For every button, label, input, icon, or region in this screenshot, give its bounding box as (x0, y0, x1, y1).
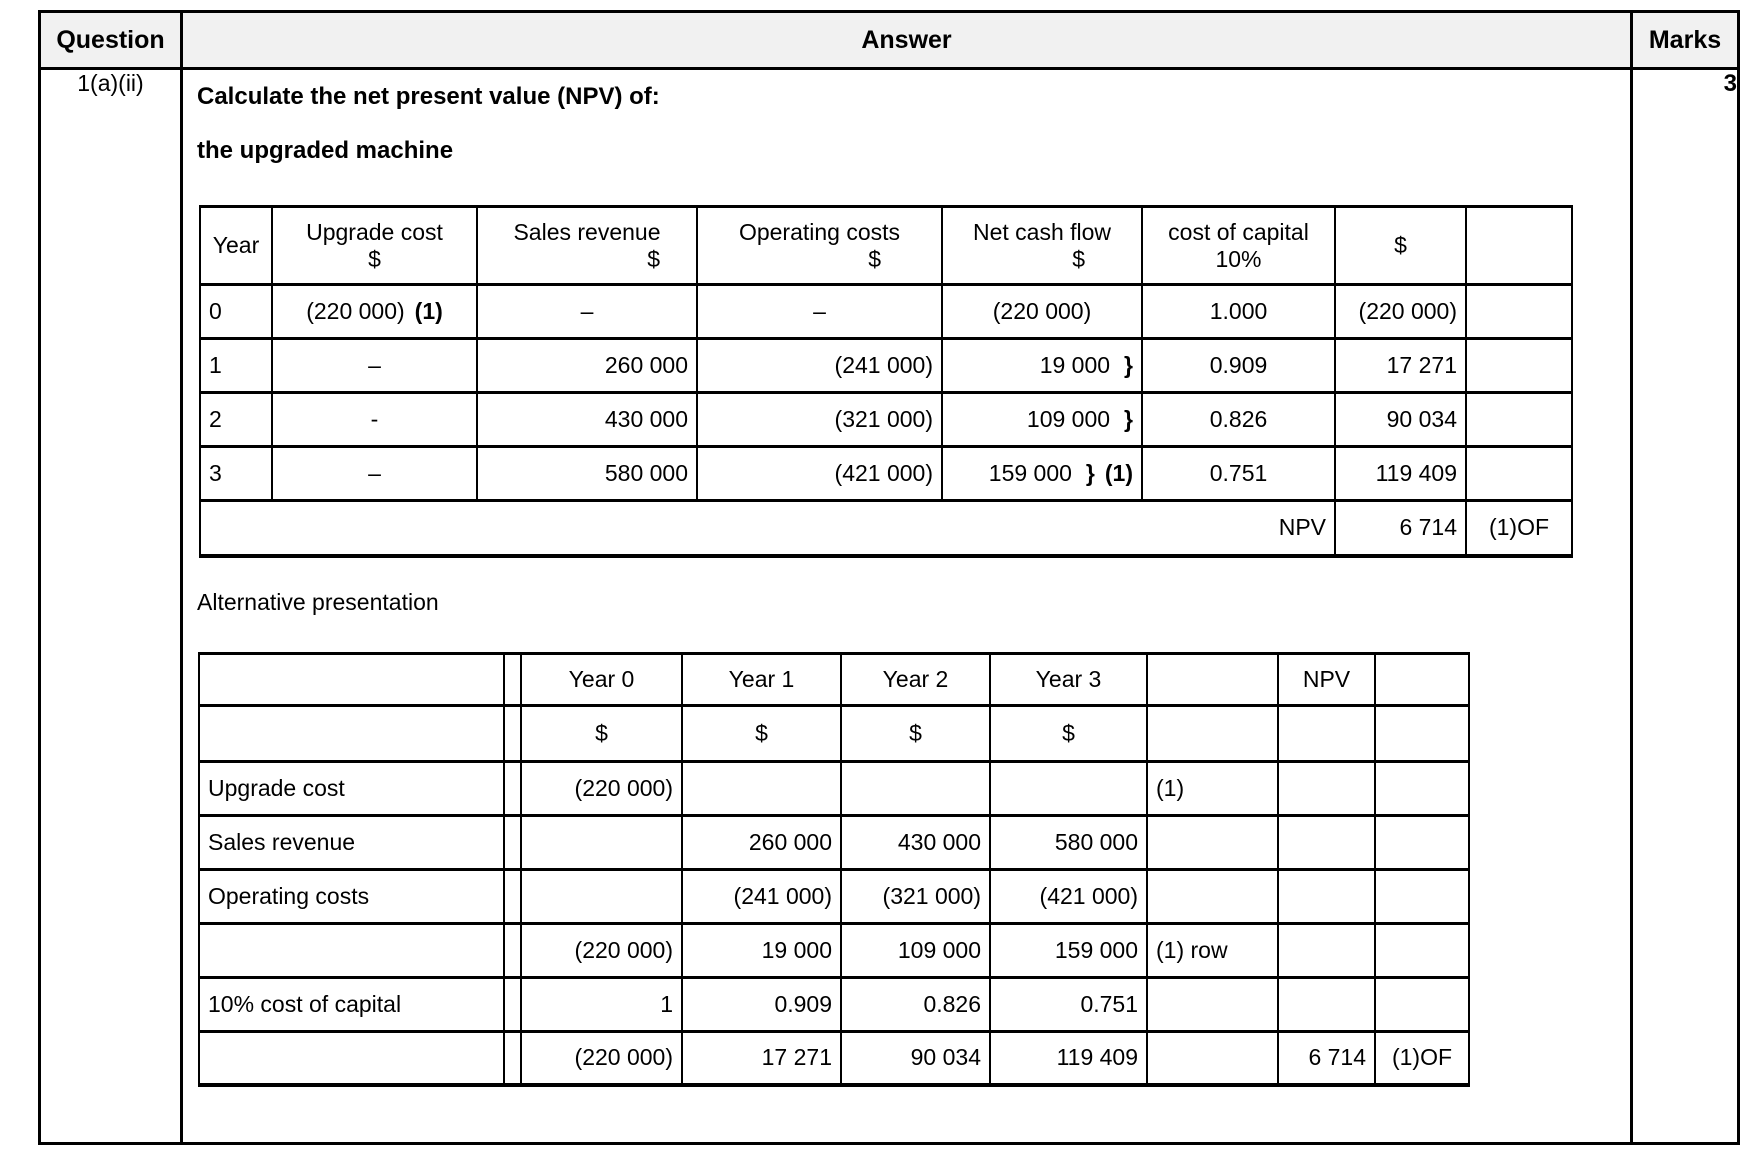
year1-cell: 19 000 (682, 923, 841, 977)
operating-cell: (321 000) (697, 393, 942, 447)
year3-cell: 0.751 (990, 977, 1147, 1031)
discount-rate-label: 10% (1215, 245, 1262, 272)
unit-cell: $ (682, 705, 841, 761)
table-row (199, 815, 1469, 869)
year1-cell: (241 000) (682, 869, 841, 923)
mark-annotation: (1) (1104, 460, 1133, 486)
unit-cell: $ (841, 705, 990, 761)
pv-cell: 119 409 (1335, 447, 1466, 501)
year0-cell (521, 815, 682, 869)
row-label: 10% cost of capital (199, 977, 504, 1031)
marks-value: 3 (1632, 69, 1739, 1144)
year2-cell: 109 000 (841, 923, 990, 977)
year0-cell (521, 869, 682, 923)
answer-cell (182, 69, 1632, 1144)
ncf-cell: (220 000) (942, 285, 1142, 339)
year3-cell (990, 761, 1147, 815)
year2-column-header: Year 2 (841, 653, 990, 705)
document-header-row (40, 12, 1739, 69)
sales-cell: – (477, 285, 697, 339)
discount-factor-cell: 0.751 (1142, 447, 1335, 501)
marks-column-header: Marks (1632, 12, 1739, 69)
ncf-cell (942, 447, 1142, 501)
year-cell: 1 (200, 339, 272, 393)
cell-value: (220 000) (306, 298, 405, 324)
upgrade-cost-cell (272, 285, 477, 339)
npv-value: 6 714 (1335, 501, 1466, 556)
mark-annotation (1147, 977, 1278, 1031)
table-row (200, 285, 1572, 339)
empty-cell (199, 705, 504, 761)
pv-unit-label: $ (1394, 232, 1407, 258)
table-row (200, 393, 1572, 447)
empty-cell (1466, 393, 1572, 447)
year2-cell: (321 000) (841, 869, 990, 923)
empty-cell (1375, 869, 1469, 923)
pv-cell: (220 000) (1335, 285, 1466, 339)
upgrade-unit-label: $ (368, 245, 381, 272)
unit-cell: $ (990, 705, 1147, 761)
brace-annotation: } (1124, 406, 1133, 432)
year-cell: 2 (200, 393, 272, 447)
mark-annotation: (1) row (1147, 923, 1278, 977)
row-label: Sales revenue (199, 815, 504, 869)
cost-of-capital-column-header (1142, 207, 1335, 285)
empty-cell (1466, 447, 1572, 501)
mark-annotation (1147, 1031, 1278, 1085)
npv-column-header: NPV (1278, 653, 1375, 705)
operating-cell: (241 000) (697, 339, 942, 393)
discount-factor-cell: 0.909 (1142, 339, 1335, 393)
net-cash-flow-row (199, 923, 1469, 977)
mark-column-header (1466, 207, 1572, 285)
empty-cell (199, 653, 504, 705)
answer-row (40, 69, 1739, 1144)
pv-cell: 90 034 (1335, 393, 1466, 447)
npv-cell (1278, 761, 1375, 815)
mark-annotation: (1) (414, 298, 443, 324)
empty-cell (504, 1031, 521, 1085)
year3-column-header: Year 3 (990, 653, 1147, 705)
cell-value: 159 000 (988, 460, 1072, 486)
ncf-cell (942, 393, 1142, 447)
sales-cell: 580 000 (477, 447, 697, 501)
empty-cell (1375, 761, 1469, 815)
alternative-presentation-label: Alternative presentation (197, 588, 439, 615)
sales-header-label: Sales revenue (513, 218, 661, 245)
year-cell: 0 (200, 285, 272, 339)
npv-cell: 6 714 (1278, 1031, 1375, 1085)
operating-costs-column-header (697, 207, 942, 285)
empty-cell (1375, 653, 1469, 705)
year0-cell: (220 000) (521, 761, 682, 815)
empty-cell (504, 923, 521, 977)
empty-cell (504, 705, 521, 761)
empty-cell (1375, 923, 1469, 977)
answer-column-header: Answer (182, 12, 1632, 69)
upgrade-cost-cell: – (272, 447, 477, 501)
cell-value: 109 000 (1026, 406, 1111, 432)
year3-cell: 119 409 (990, 1031, 1147, 1085)
row-label (199, 923, 504, 977)
sales-cell: 430 000 (477, 393, 697, 447)
row-label: Operating costs (199, 869, 504, 923)
npv-table-header-row (200, 207, 1572, 285)
operating-cell: – (697, 285, 942, 339)
alt-table-header-row (199, 653, 1469, 705)
empty-cell (1466, 285, 1572, 339)
year3-cell: 159 000 (990, 923, 1147, 977)
document-table (38, 10, 1740, 1145)
year3-cell: 580 000 (990, 815, 1147, 869)
net-cash-flow-column-header (942, 207, 1142, 285)
alternative-npv-table (198, 652, 1470, 1088)
table-row (200, 339, 1572, 393)
sales-revenue-column-header (477, 207, 697, 285)
pv-cell: 17 271 (1335, 339, 1466, 393)
present-value-column-header (1335, 207, 1466, 285)
upgrade-header-label: Upgrade cost (306, 218, 443, 245)
brace-annotation: } (1085, 460, 1095, 486)
npv-total-row (200, 501, 1572, 556)
answer-instruction-line1: Calculate the net present value (NPV) of: (197, 83, 660, 110)
empty-cell (504, 653, 521, 705)
year1-cell: 260 000 (682, 815, 841, 869)
year0-column-header: Year 0 (521, 653, 682, 705)
unit-cell: $ (521, 705, 682, 761)
row-label: Upgrade cost (199, 761, 504, 815)
npv-cell (1278, 869, 1375, 923)
mark-annotation (1147, 869, 1278, 923)
year0-cell: 1 (521, 977, 682, 1031)
year-column-header (200, 207, 272, 285)
year1-cell: 0.909 (682, 977, 841, 1031)
year1-cell: 17 271 (682, 1031, 841, 1085)
upgrade-cost-column-header (272, 207, 477, 285)
question-number: 1(a)(ii) (40, 69, 182, 1144)
npv-label: NPV (200, 501, 1335, 556)
discount-factor-cell: 0.826 (1142, 393, 1335, 447)
ncf-cell (942, 339, 1142, 393)
empty-cell (504, 815, 521, 869)
year3-cell: (421 000) (990, 869, 1147, 923)
upgrade-cost-cell: - (272, 393, 477, 447)
year2-cell: 90 034 (841, 1031, 990, 1085)
year2-cell: 0.826 (841, 977, 990, 1031)
discount-factor-row (199, 977, 1469, 1031)
npv-cell (1278, 977, 1375, 1031)
year1-column-header: Year 1 (682, 653, 841, 705)
operating-cell: (421 000) (697, 447, 942, 501)
empty-cell (504, 761, 521, 815)
year1-cell (682, 761, 841, 815)
ncf-unit-label: $ (1072, 245, 1085, 272)
present-value-row (199, 1031, 1469, 1085)
mark-annotation (1147, 815, 1278, 869)
empty-cell (1278, 705, 1375, 761)
empty-cell (504, 977, 521, 1031)
table-row (200, 447, 1572, 501)
npv-cell (1278, 923, 1375, 977)
discount-factor-cell: 1.000 (1142, 285, 1335, 339)
operating-unit-label: $ (868, 245, 881, 272)
empty-cell (1375, 705, 1469, 761)
npv-mark-annotation: (1)OF (1466, 501, 1572, 556)
empty-cell (1375, 815, 1469, 869)
mark-annotation: (1) (1147, 761, 1278, 815)
cell-value: 19 000 (1039, 352, 1111, 378)
of-mark-annotation: (1)OF (1375, 1031, 1469, 1085)
sales-unit-label: $ (647, 245, 660, 272)
empty-cell (1147, 705, 1278, 761)
table-row (199, 761, 1469, 815)
npv-table (199, 205, 1573, 558)
year2-cell (841, 761, 990, 815)
discount-header-label: cost of capital (1168, 218, 1309, 245)
sales-cell: 260 000 (477, 339, 697, 393)
table-row (199, 869, 1469, 923)
year2-cell: 430 000 (841, 815, 990, 869)
operating-header-label: Operating costs (738, 218, 901, 245)
ncf-header-label: Net cash flow (972, 218, 1112, 245)
question-column-header: Question (40, 12, 182, 69)
brace-annotation: } (1124, 352, 1133, 378)
answer-instruction-line2: the upgraded machine (197, 137, 454, 164)
upgrade-cost-cell: – (272, 339, 477, 393)
empty-cell (504, 869, 521, 923)
empty-cell (1375, 977, 1469, 1031)
empty-cell (1147, 653, 1278, 705)
year0-cell: (220 000) (521, 1031, 682, 1085)
row-label (199, 1031, 504, 1085)
empty-cell (1466, 339, 1572, 393)
year-cell: 3 (200, 447, 272, 501)
unit-row (199, 705, 1469, 761)
year0-cell: (220 000) (521, 923, 682, 977)
year-header-label: Year (212, 232, 260, 258)
npv-cell (1278, 815, 1375, 869)
